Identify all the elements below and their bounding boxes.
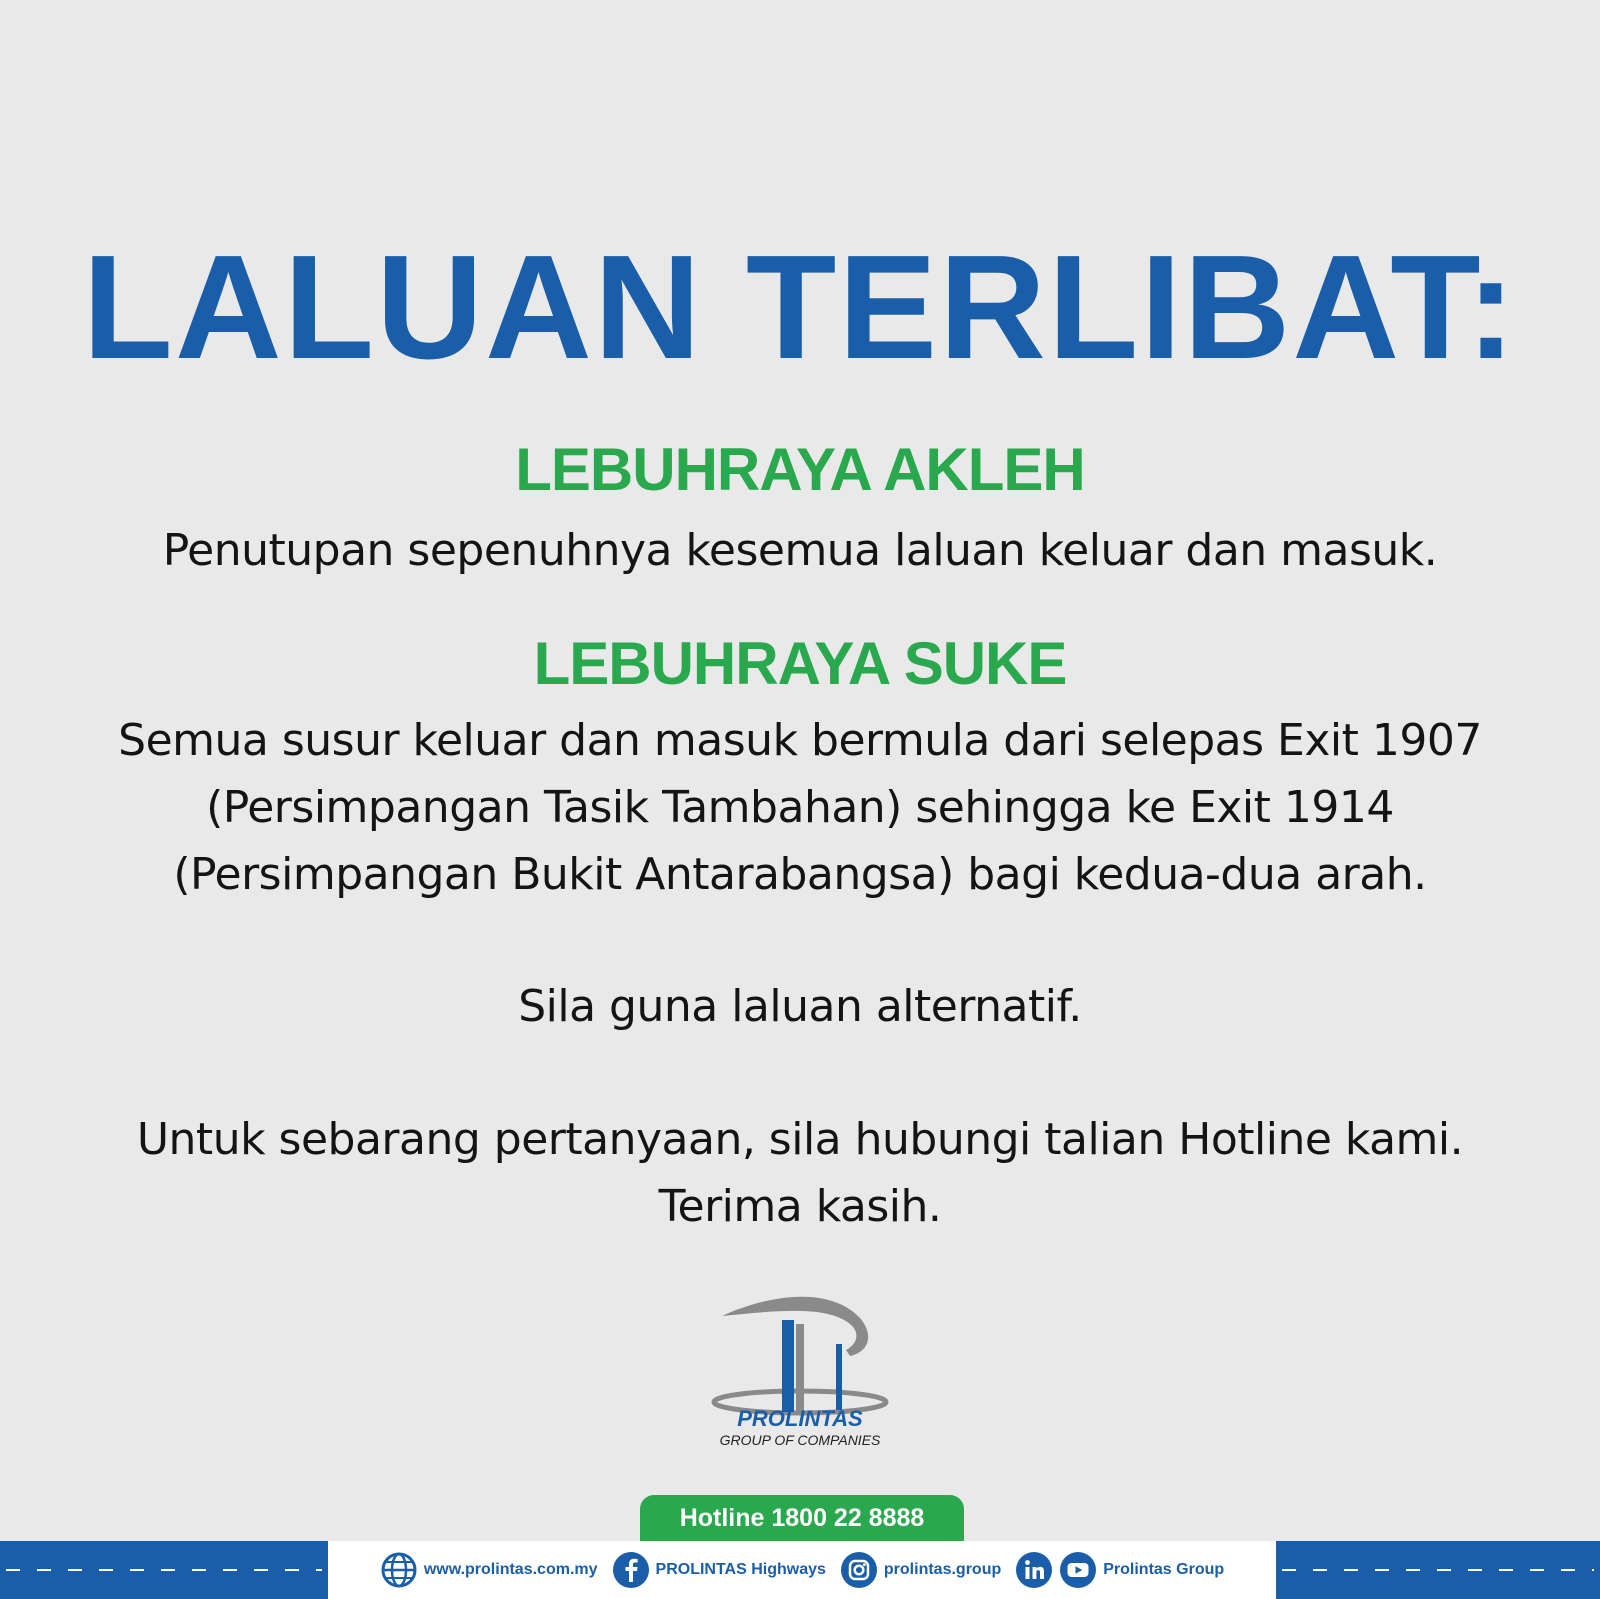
page-title: LALUAN TERLIBAT: [82, 225, 1518, 390]
suke-line-2: (Persimpangan Tasik Tambahan) sehingga ke Exit 1914 [206, 782, 1394, 833]
section-heading-suke: LEBUHRAYA SUKE [533, 630, 1067, 697]
linkedin-icon [1015, 1551, 1053, 1589]
section-heading-akleh: LEBUHRAYA AKLEH [515, 436, 1085, 503]
logo-subtitle: GROUP OF COMPANIES [719, 1432, 881, 1448]
alternative-route-notice: Sila guna laluan alternatif. [518, 981, 1082, 1032]
linkedin-youtube-link[interactable] [1015, 1551, 1224, 1589]
globe-icon [380, 1551, 418, 1589]
linkedin-youtube-text: Prolintas Group [1103, 1561, 1225, 1578]
road-dashes-left [6, 1569, 322, 1571]
akleh-description: Penutupan sepenuhnya kesemua laluan keluar dan masuk. [162, 525, 1438, 576]
facebook-link[interactable] [612, 1551, 826, 1589]
thank-you-text: Terima kasih. [658, 1181, 942, 1232]
facebook-text: PROLINTAS Highways [655, 1561, 826, 1578]
instagram-icon [840, 1551, 878, 1589]
road-dashes-right [1282, 1569, 1594, 1571]
hotline-badge: Hotline 1800 22 8888 [640, 1495, 964, 1545]
youtube-icon [1059, 1551, 1097, 1589]
suke-line-3: (Persimpangan Bukit Antarabangsa) bagi kedua-dua arah. [173, 849, 1427, 900]
enquiry-text: Untuk sebarang pertanyaan, sila hubungi talian Hotline kami. [136, 1114, 1464, 1165]
instagram-link[interactable] [840, 1551, 1001, 1589]
facebook-icon [612, 1551, 650, 1589]
website-text: www.prolintas.com.my [423, 1561, 598, 1578]
logo-name: PROLINTAS [737, 1406, 863, 1431]
website-link[interactable] [380, 1551, 598, 1589]
instagram-text: prolintas.group [883, 1561, 1002, 1578]
suke-line-1: Semua susur keluar dan masuk bermula dari selepas Exit 1907 [118, 715, 1482, 766]
social-links-bar [328, 1541, 1276, 1599]
